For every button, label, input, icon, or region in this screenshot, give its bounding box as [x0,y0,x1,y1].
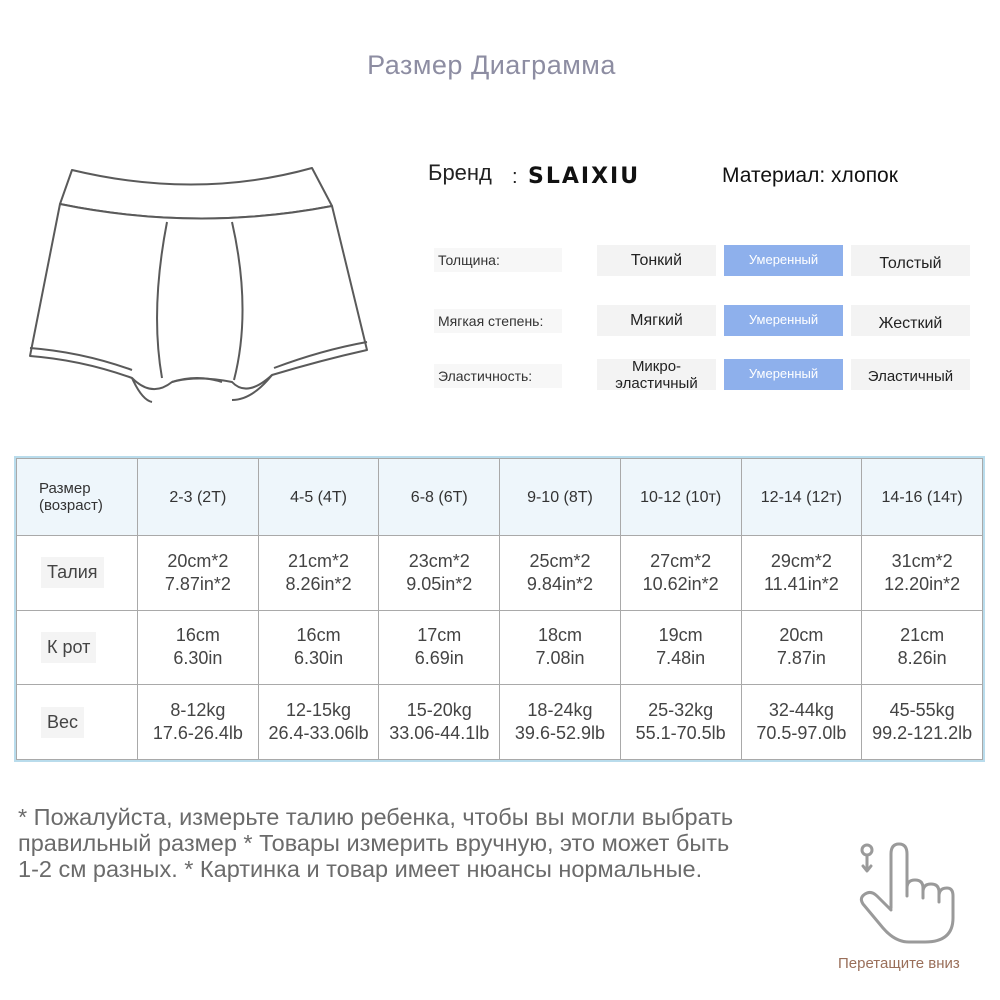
elasticity-option-moderate-selected: Умеренный [724,359,843,390]
table-row-weight [17,685,983,760]
table-cell: 19cm 7.48in [620,610,741,685]
table-cell: 31cm*2 12.20in*2 [862,536,983,611]
table-row-rise [17,610,983,685]
brand-logo: SLAIXIU [528,164,641,189]
table-cell: 12-15kg 26.4-33.06lb [258,685,379,760]
softness-option-soft: Мягкий [597,305,716,336]
table-cell: 20cm 7.87in [741,610,862,685]
elasticity-label: Эластичность: [434,364,562,388]
page-title: Размер Диаграмма [367,50,616,80]
note-line: 1-2 см разных. * Картинка и товар имеет нюансы нормальные. [18,856,703,882]
thickness-option-thick: Толстый [851,245,970,276]
brand-separator: : [512,166,518,188]
brand-label: Бренд [428,160,492,185]
table-cell: 15-20kg 33.06-44.1lb [379,685,500,760]
table-cell: 32-44kg 70.5-97.0lb [741,685,862,760]
measurement-note [18,804,848,882]
table-cell: 8-12kg 17.6-26.4lb [138,685,259,760]
table-cell: 17cm 6.69in [379,610,500,685]
elasticity-option-elastic: Эластичный [851,359,970,390]
table-cell: 45-55kg 99.2-121.2lb [862,685,983,760]
thickness-option-thin: Тонкий [597,245,716,276]
table-cell: 16cm 6.30in [258,610,379,685]
table-cell: 18cm 7.08in [500,610,621,685]
table-cell: 20cm*2 7.87in*2 [138,536,259,611]
drag-down-hint: Перетащите вниз [838,955,960,972]
size-column-header: 4-5 (4T) [258,459,379,536]
elasticity-option-micro: Микро- эластичный [597,359,716,390]
boxer-shorts-illustration [22,160,377,410]
material-info: Материал: хлопок [722,164,898,187]
size-column-header: 10-12 (10т) [620,459,741,536]
size-column-header: 2-3 (2T) [138,459,259,536]
note-line: правильный размер * Товары измерить вручную, это может быть [18,830,730,856]
table-cell: 16cm 6.30in [138,610,259,685]
size-age-header: Размер (возраст) [17,459,138,536]
table-header-row [17,459,983,536]
softness-option-hard: Жесткий [851,305,970,336]
size-column-header: 9-10 (8T) [500,459,621,536]
table-cell: 29cm*2 11.41in*2 [741,536,862,611]
note-line: * Пожалуйста, измерьте талию ребенка, чтобы вы могли выбрать [18,804,734,830]
table-cell: 21cm*2 8.26in*2 [258,536,379,611]
table-cell: 27cm*2 10.62in*2 [620,536,741,611]
softness-label: Мягкая степень: [434,309,562,333]
size-column-header: 12-14 (12т) [741,459,862,536]
softness-option-moderate-selected: Умеренный [724,305,843,336]
swipe-down-hand-icon[interactable] [855,838,965,948]
thickness-label: Толщина: [434,248,562,272]
table-cell: 25cm*2 9.84in*2 [500,536,621,611]
weight-row-label: Вес [17,685,138,760]
table-cell: 18-24kg 39.6-52.9lb [500,685,621,760]
table-cell: 21cm 8.26in [862,610,983,685]
size-column-header: 6-8 (6T) [379,459,500,536]
size-column-header: 14-16 (14т) [862,459,983,536]
table-cell: 23cm*2 9.05in*2 [379,536,500,611]
table-cell: 25-32kg 55.1-70.5lb [620,685,741,760]
table-row-waist [17,536,983,611]
rise-row-label: К рот [17,610,138,685]
thickness-option-moderate-selected: Умеренный [724,245,843,276]
size-table [14,456,985,762]
waist-row-label: Талия [17,536,138,611]
